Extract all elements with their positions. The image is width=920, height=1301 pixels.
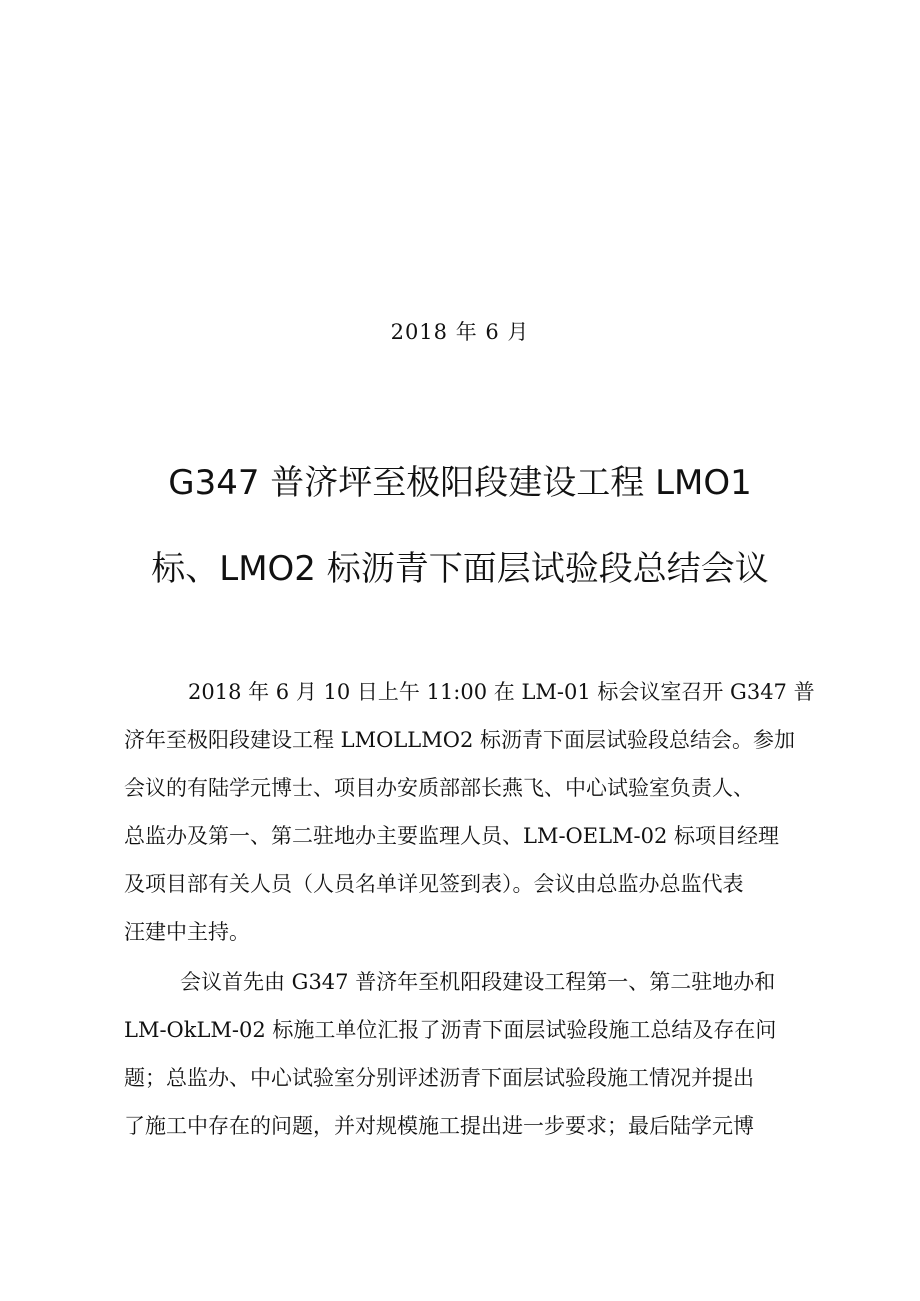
- paragraph-1-line: 总监办及第一、第二驻地办主要监理人员、LM-OELM-02 标项目经理: [124, 824, 780, 848]
- paragraph-2-line: 了施工中存在的问题，并对规模施工提出进一步要求；最后陆学元博: [124, 1114, 754, 1138]
- paragraph-2-line: 题；总监办、中心试验室分别评述沥青下面层试验段施工情况并提出: [124, 1066, 754, 1090]
- paragraph-2-line: LM-OkLM-02 标施工单位汇报了沥青下面层试验段施工总结及存在问: [124, 1018, 777, 1042]
- document-title-line-1: G347 普济坪至极阳段建设工程 LMO1: [168, 463, 752, 503]
- paragraph-1-line: 2018 年 6 月 10 日上午 11:00 在 LM-01 标会议室召开 G347 普: [188, 680, 815, 704]
- paragraph-1-line: 汪建中主持。: [124, 920, 250, 944]
- document-title-line-2: 标、LMO2 标沥青下面层试验段总结会议: [151, 549, 769, 589]
- paragraph-1-line: 济年至极阳段建设工程 LMOLLMO2 标沥青下面层试验段总结会。参加: [124, 728, 795, 752]
- paragraph-2-line: 会议首先由 G347 普济年至机阳段建设工程第一、第二驻地办和: [180, 970, 776, 994]
- document-date: 2018 年 6 月: [390, 320, 530, 344]
- paragraph-1-line: 会议的有陆学元博士、项目办安质部部长燕飞、中心试验室负责人、: [124, 776, 754, 800]
- paragraph-1-line: 及项目部有关人员（人员名单详见签到表）。会议由总监办总监代表: [124, 872, 744, 896]
